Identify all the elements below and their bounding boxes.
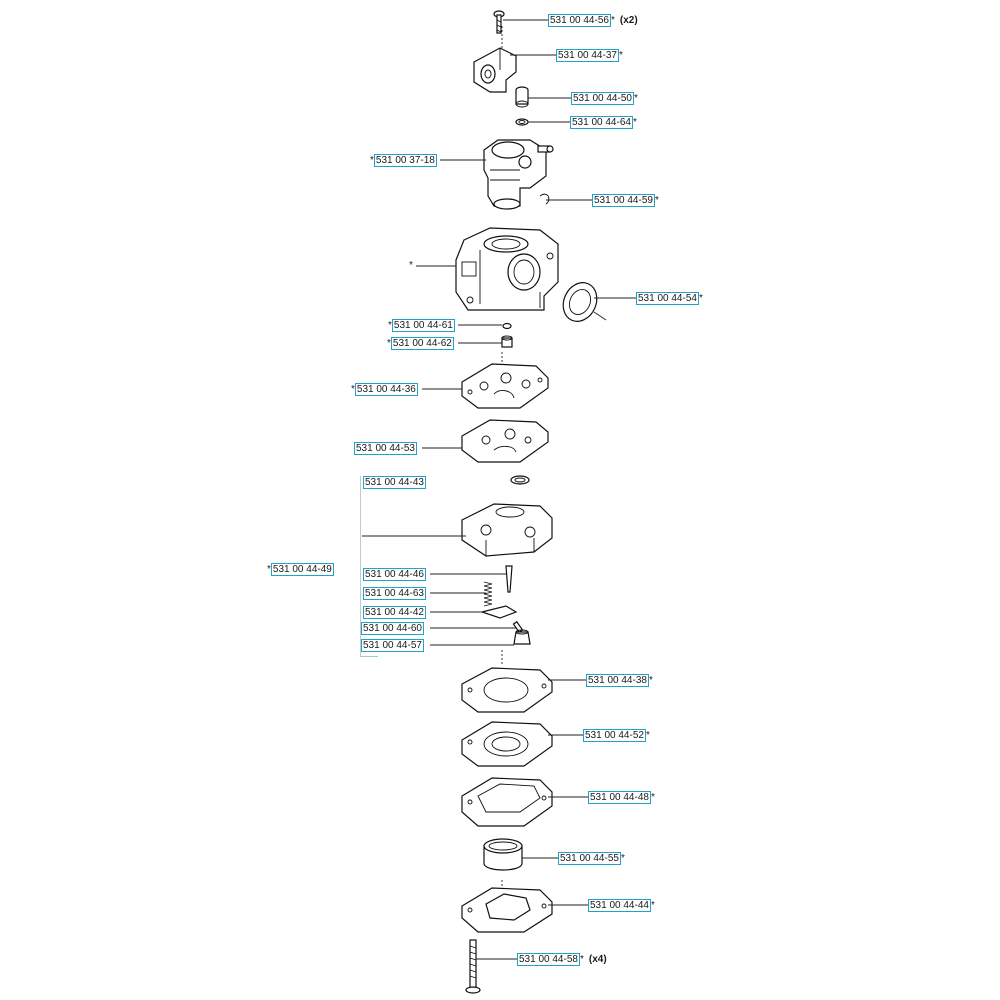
metering-gasket-plate <box>462 364 548 408</box>
part-label-531-00-44-48[interactable]: 531 00 44-48 * <box>590 792 655 803</box>
part-number[interactable]: 531 00 44-59 <box>594 195 653 206</box>
fuel-pump-body <box>462 504 552 556</box>
part-label-531-00-44-46[interactable] <box>363 568 426 581</box>
carburetor-body <box>456 228 558 310</box>
part-label-531-00-44-50[interactable]: 531 00 44-50 * <box>573 93 638 104</box>
part-number[interactable]: 531 00 44-61 <box>393 320 453 331</box>
part-number[interactable]: 531 00 44-64 <box>572 117 631 128</box>
part-number[interactable]: 531 00 44-52 <box>585 730 644 741</box>
part-label-531-00-44-36[interactable]: * 531 00 44-36 <box>351 384 416 395</box>
part-label-531-00-44-60[interactable] <box>361 622 424 635</box>
part-number[interactable]: 531 00 44-50 <box>573 93 632 104</box>
inlet-needle <box>506 566 512 592</box>
part-label-531-00-44-62[interactable]: * 531 00 44-62 <box>387 338 452 349</box>
part-number[interactable]: 531 00 44-58 <box>519 954 578 965</box>
diaphragm-gasket-2 <box>462 722 552 766</box>
part-label-531-00-37-18[interactable]: * 531 00 37-18 <box>370 155 435 166</box>
part-number[interactable]: 531 00 44-62 <box>392 338 452 349</box>
long-screw <box>466 940 480 993</box>
part-number[interactable]: 531 00 44-55 <box>560 853 619 864</box>
lower-oring-and-plug <box>502 324 512 348</box>
part-number[interactable]: 531 00 44-57 <box>363 640 422 651</box>
part-label-531-00-44-64[interactable]: 531 00 44-64 * <box>572 117 637 128</box>
part-number[interactable]: 531 00 44-44 <box>590 900 649 911</box>
part-label-531-00-44-58[interactable]: 531 00 44-58 * (x4) <box>519 954 607 965</box>
intake-gasket-ring <box>557 277 606 327</box>
part-label-531-00-44-52[interactable]: 531 00 44-52 * <box>585 730 650 741</box>
carburetor-body-marker: * <box>409 260 413 271</box>
part-number[interactable]: 531 00 44-60 <box>363 623 422 634</box>
part-label-531-00-44-54[interactable]: 531 00 44-54 * <box>638 293 703 304</box>
part-label-531-00-44-38[interactable]: 531 00 44-38 * <box>588 675 653 686</box>
part-label-531-00-44-53[interactable] <box>354 442 417 455</box>
subassembly-bracket-tick <box>360 656 378 657</box>
part-label-531-00-44-37[interactable]: 531 00 44-37 * <box>558 50 623 61</box>
small-oring <box>516 119 528 125</box>
part-number[interactable]: 531 00 44-46 <box>365 569 424 580</box>
throttle-valve-assembly <box>484 140 553 209</box>
part-number[interactable]: 531 00 37-18 <box>375 155 435 166</box>
part-number[interactable]: 531 00 44-38 <box>588 675 647 686</box>
needle-spring <box>484 582 492 606</box>
part-number[interactable]: 531 00 44-54 <box>638 293 697 304</box>
part-number[interactable]: 531 00 44-56 <box>550 15 609 26</box>
part-label-531-00-44-42[interactable] <box>363 606 426 619</box>
needle-seat-screw <box>514 630 530 644</box>
part-label-531-00-44-59[interactable]: 531 00 44-59 * <box>594 195 659 206</box>
part-number[interactable]: 531 00 44-43 <box>365 477 424 488</box>
part-number[interactable]: 531 00 44-53 <box>356 443 415 454</box>
part-label-531-00-44-63[interactable] <box>363 587 426 600</box>
part-number[interactable]: 531 00 44-42 <box>365 607 424 618</box>
part-number[interactable]: 531 00 44-36 <box>356 384 416 395</box>
throttle-bracket <box>474 48 516 92</box>
bottom-gasket-plate <box>462 888 552 932</box>
diaphragm-gasket-1 <box>462 668 552 712</box>
pump-gasket-plate <box>462 420 548 462</box>
pump-cap <box>511 476 529 484</box>
part-label-531-00-44-61[interactable]: * 531 00 44-61 <box>388 320 453 331</box>
part-number[interactable]: 531 00 44-49 <box>272 564 332 575</box>
part-number[interactable]: 531 00 44-37 <box>558 50 617 61</box>
control-lever <box>482 606 516 618</box>
primer-bulb <box>484 839 522 870</box>
metering-cover <box>462 778 552 826</box>
part-label-531-00-44-43[interactable] <box>363 476 426 489</box>
part-number[interactable]: 531 00 44-48 <box>590 792 649 803</box>
part-label-531-00-44-55[interactable]: 531 00 44-55 * <box>560 853 625 864</box>
part-label-531-00-44-56[interactable]: 531 00 44-56 * (x2) <box>550 15 638 26</box>
part-label-531-00-44-49[interactable]: * 531 00 44-49 <box>267 564 332 575</box>
part-label-531-00-44-44[interactable]: 531 00 44-44 * <box>590 900 655 911</box>
part-label-531-00-44-57[interactable] <box>361 639 424 652</box>
part-number[interactable]: 531 00 44-63 <box>365 588 424 599</box>
top-screw <box>494 11 504 33</box>
valve-pin <box>516 87 528 107</box>
